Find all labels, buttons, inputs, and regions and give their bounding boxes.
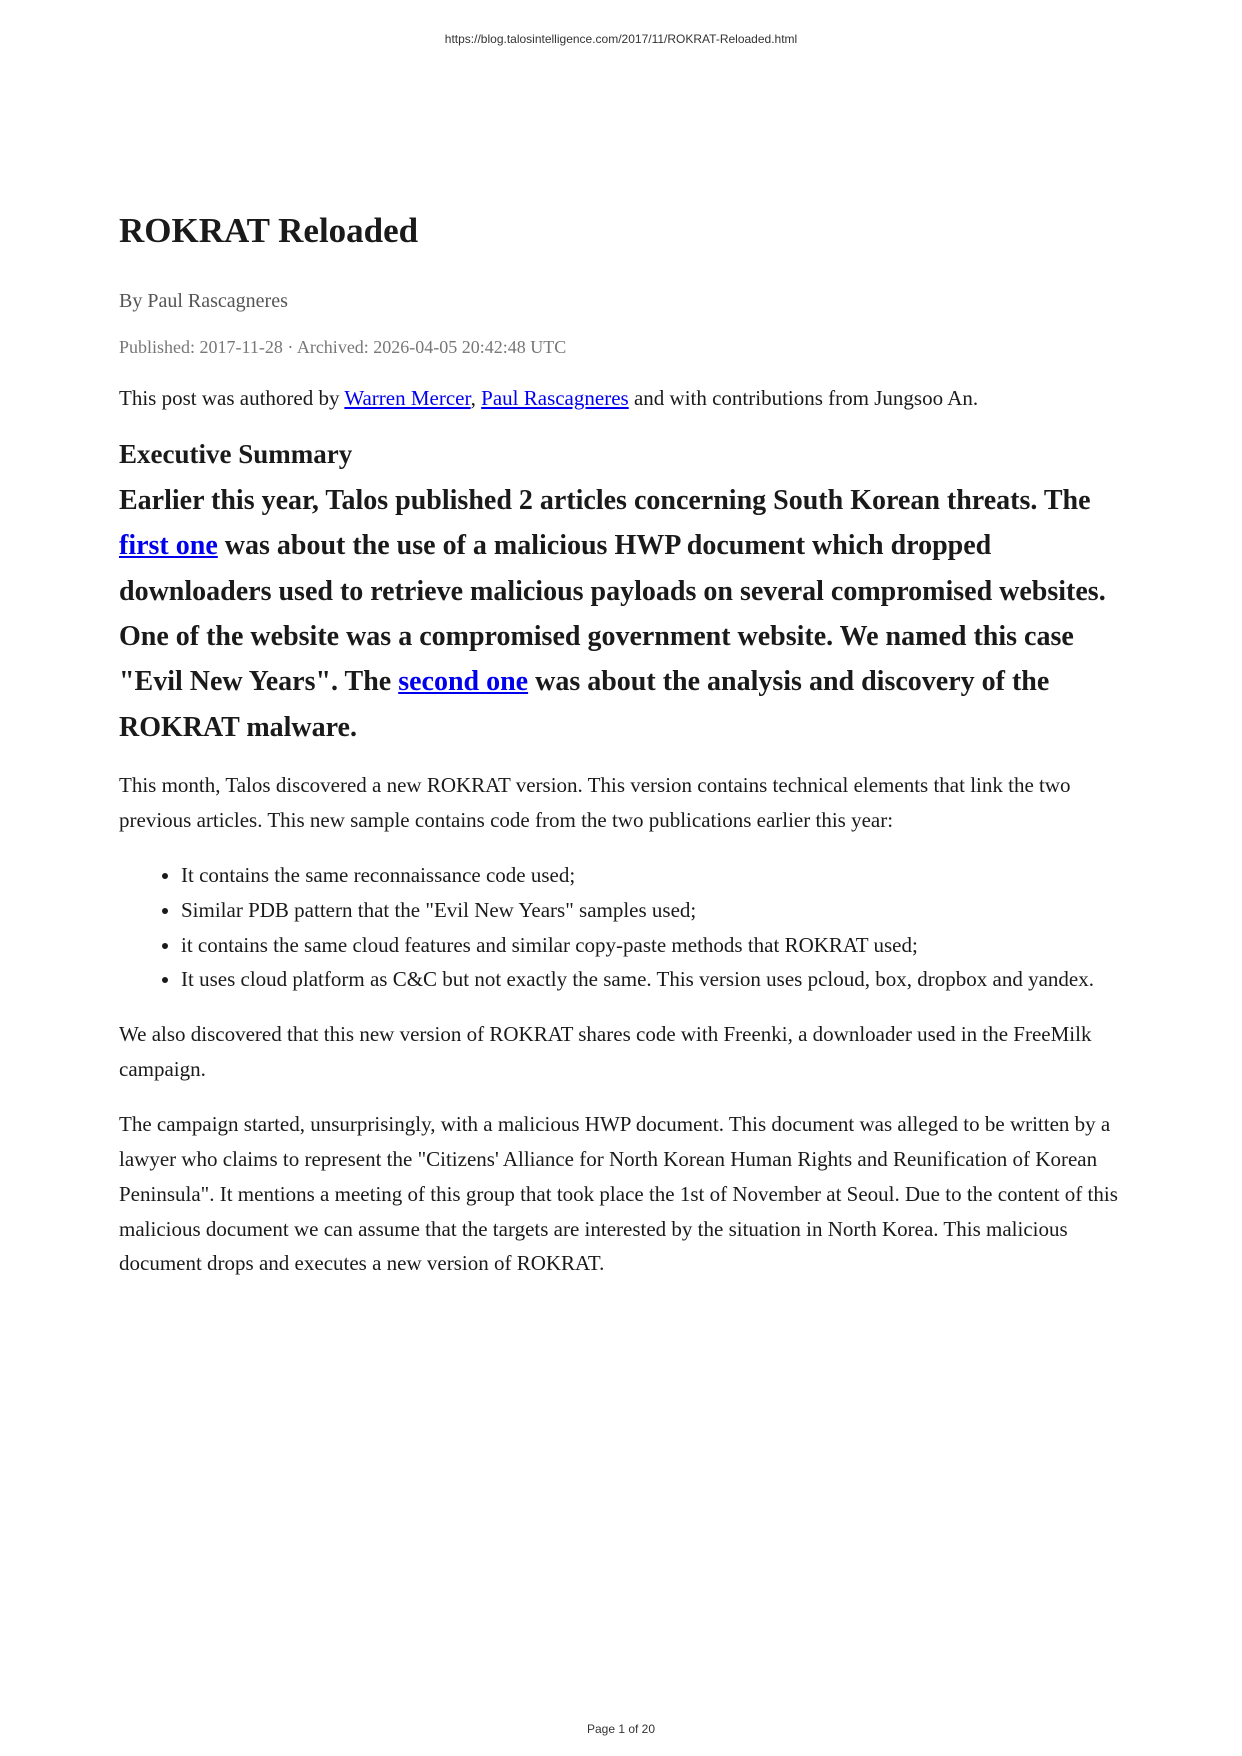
list-item: • Similar PDB pattern that the "Evil New Years" samples used; [181,893,1129,928]
list-item: • It contains the same reconnaissance code used; [181,858,1129,893]
list-item: • It uses cloud platform as C&C but not exactly the same. This version uses pcloud, box, dropbox and yandex. [181,962,1129,997]
article-content [119,210,1129,1301]
executive-summary-lead [119,478,1129,750]
article-meta: Published: 2017-11-28 · Archived: 2026-04-05 20:42:48 UTC [119,337,567,357]
lead-part-2: was about the use of a malicious HWP document which dropped downloaders used to retrieve malicious payloads on several compromised websites. One of the website was a compromised government website. We named this case "Evil New Years". The [119,530,1106,698]
second-one-link[interactable]: second one [398,666,529,698]
intro-suffix: and with contributions from Jungsoo An. [628,386,979,411]
page-url-header: https://blog.talosintelligence.com/2017/11/ROKRAT-Reloaded.html [444,32,798,46]
paragraph-campaign: The campaign started, unsurprisingly, with a malicious HWP document. This document was alleged to be written by a lawyer who claims to represent the "Citizens' Alliance for North Korean Human Rights and Reunification of Korean Peninsula". It mentions a meeting of this group that took place the 1st of November at Seoul. Due to the content of this malicious document we can assume that the targets are interested by the situation in North Korea. This malicious document drops and executes a new version of ROKRAT. [119,1112,1118,1276]
section-heading-executive-summary: Executive Summary [119,438,353,469]
first-one-link[interactable]: first one [119,530,218,562]
lead-part-1: Earlier this year, Talos published 2 articles concerning South Korean threats. The [119,484,1091,516]
lead-part-3: was about the analysis and discovery of the ROKRAT malware. [119,666,1050,743]
authorship-note [119,383,1129,415]
list-item: • it contains the same cloud features and similar copy-paste methods that ROKRAT used; [181,928,1129,963]
findings-list [119,858,1129,997]
article-byline: By Paul Rascagneres [119,290,288,312]
paragraph-freenki: We also discovered that this new version of ROKRAT shares code with Freenki, a downloader used in the FreeMilk campaign. [119,1022,1092,1082]
article-title: ROKRAT Reloaded [119,211,419,250]
paragraph-new-version: This month, Talos discovered a new ROKRAT version. This version contains technical elements that link the two previous articles. This new sample contains code from the two publications earlier this year: [119,773,1071,832]
intro-prefix: This post was authored by [119,386,345,411]
intro-separator: , [470,386,482,411]
author-link-warren-mercer[interactable]: Warren Mercer [344,386,471,411]
page-number-footer: Page 1 of 20 [586,1722,656,1736]
author-link-paul-rascagneres[interactable]: Paul Rascagneres [481,386,629,411]
